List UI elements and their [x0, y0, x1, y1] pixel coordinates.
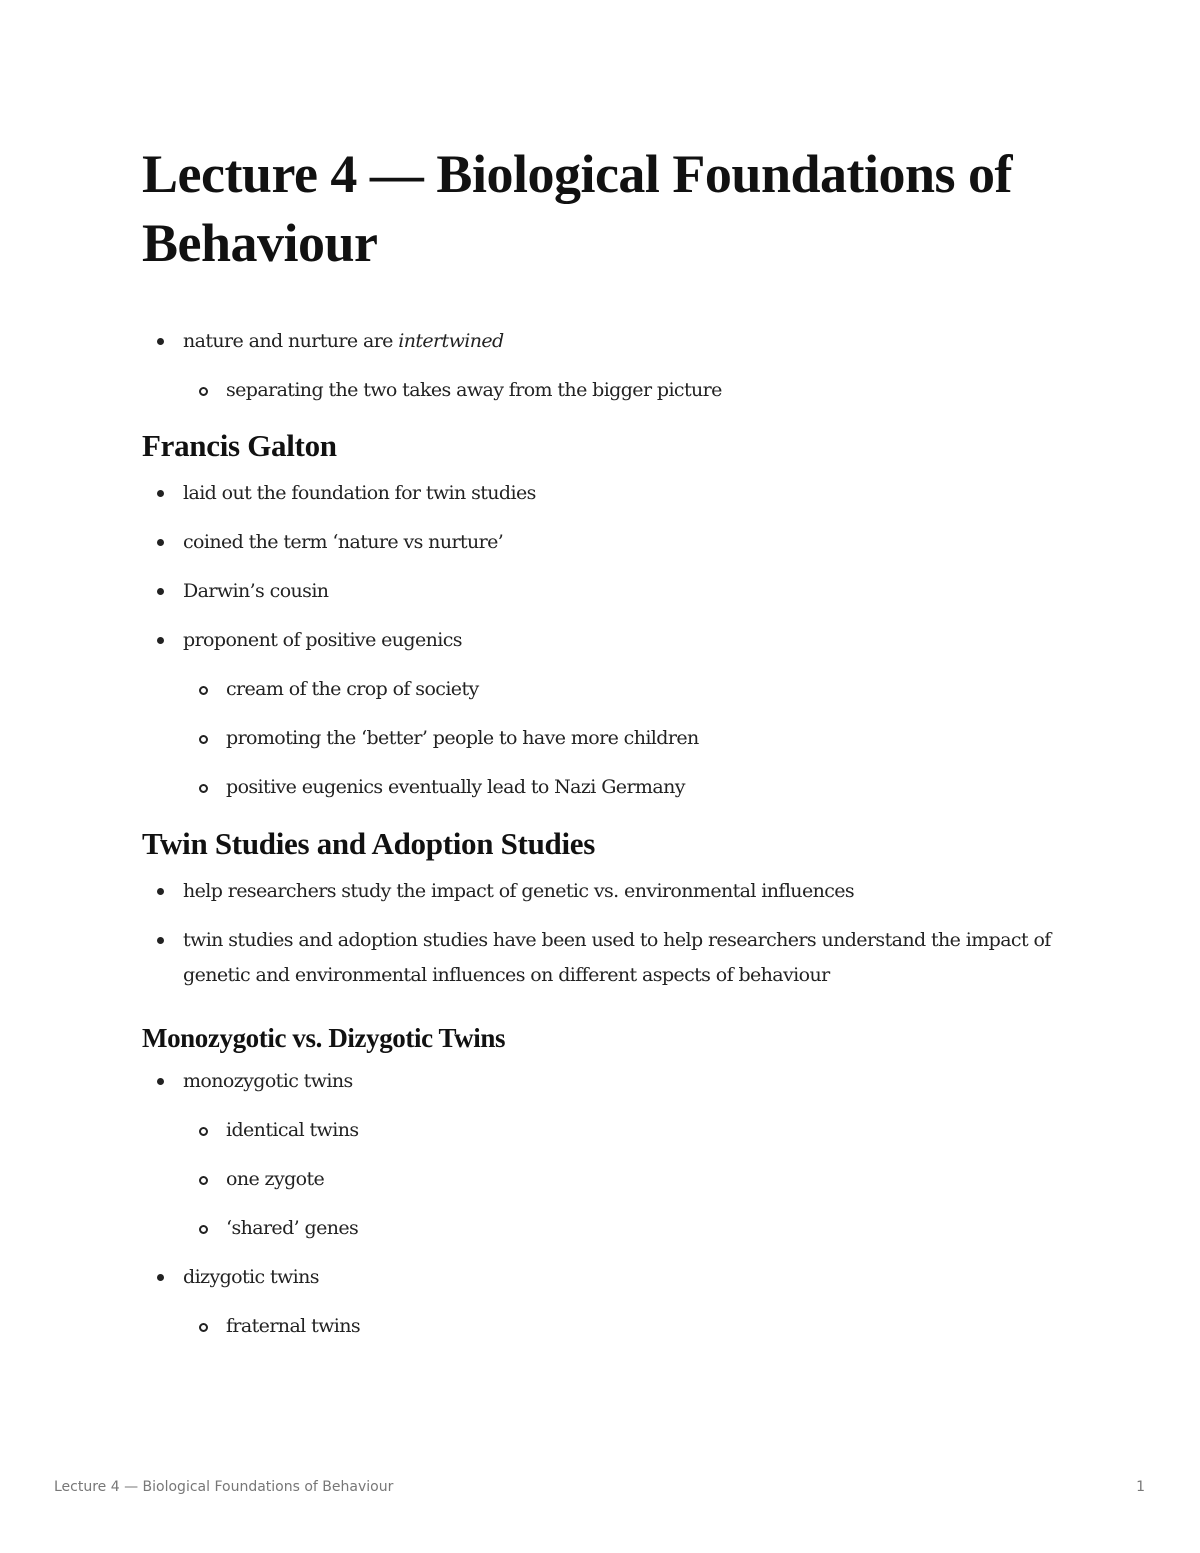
section-heading-monozygotic-dizygotic: Monozygotic vs. Dizygotic Twins	[142, 1023, 506, 1053]
list-item-text: fraternal twins	[226, 1315, 361, 1337]
list-item-text: dizygotic twins	[183, 1266, 319, 1288]
bullet-circle-icon	[199, 784, 208, 793]
bullet-disc-icon	[157, 1078, 164, 1085]
bullet-disc-icon	[157, 1274, 164, 1281]
bullet-disc-icon	[157, 937, 164, 944]
emphasis-text: intertwined	[398, 330, 504, 352]
list-item	[142, 1260, 1052, 1295]
list-item	[142, 1211, 1052, 1246]
section-heading-francis-galton: Francis Galton	[142, 428, 337, 463]
list-item-text: proponent of positive eugenics	[183, 629, 462, 651]
list-item	[142, 874, 1052, 909]
list-item-text: coined the term ‘nature vs nurture’	[183, 531, 504, 553]
list-item	[142, 770, 1052, 805]
bullet-disc-icon	[157, 539, 164, 546]
list-item	[142, 574, 1052, 609]
list-item-text: positive eugenics eventually lead to Nazi Germany	[226, 776, 685, 798]
footer-document-title: Lecture 4 — Biological Foundations of Behaviour	[54, 1479, 394, 1495]
list-item-text: identical twins	[226, 1119, 359, 1141]
list-item	[142, 1113, 1052, 1148]
bullet-disc-icon	[157, 490, 164, 497]
bullet-circle-icon	[199, 1323, 208, 1332]
bullet-circle-icon	[199, 1127, 208, 1136]
list-item-text: nature and nurture are	[183, 330, 399, 352]
list-item	[142, 923, 1052, 993]
list-item-text: separating the two takes away from the bigger picture	[226, 379, 722, 401]
list-item	[142, 1309, 1052, 1344]
list-item	[142, 1064, 1052, 1099]
list-item-text: laid out the foundation for twin studies	[183, 482, 536, 504]
list-item	[142, 623, 1052, 658]
page-number: 1	[1136, 1479, 1145, 1495]
list-item-text: monozygotic twins	[183, 1070, 353, 1092]
bullet-disc-icon	[157, 338, 164, 345]
bullet-circle-icon	[199, 686, 208, 695]
list-item-text: ‘shared’ genes	[226, 1217, 359, 1239]
list-item	[142, 324, 1052, 359]
list-item	[142, 476, 1052, 511]
list-item-text: help researchers study the impact of genetic vs. environmental influences	[183, 880, 855, 902]
list-item	[142, 373, 1052, 408]
list-item	[142, 525, 1052, 560]
bullet-circle-icon	[199, 1176, 208, 1185]
document-body	[142, 140, 1052, 1344]
list-item-text: Darwin’s cousin	[183, 580, 329, 602]
bullet-circle-icon	[199, 387, 208, 396]
bullet-disc-icon	[157, 588, 164, 595]
list-item-text: promoting the ‘better’ people to have more children	[226, 727, 699, 749]
list-item-text: cream of the crop of society	[226, 678, 479, 700]
bullet-disc-icon	[157, 888, 164, 895]
bullet-circle-icon	[199, 735, 208, 744]
list-item	[142, 672, 1052, 707]
list-item-text: one zygote	[226, 1168, 325, 1190]
bullet-circle-icon	[199, 1225, 208, 1234]
list-item	[142, 721, 1052, 756]
bullet-disc-icon	[157, 637, 164, 644]
page-title: Lecture 4 — Biological Foundations of Behaviour	[142, 144, 1013, 273]
section-heading-twin-adoption-studies: Twin Studies and Adoption Studies	[142, 826, 595, 861]
list-item-text: twin studies and adoption studies have been used to help researchers understand the impact of genetic and environmental influences on different aspects of behaviour	[183, 929, 1051, 986]
list-item	[142, 1162, 1052, 1197]
